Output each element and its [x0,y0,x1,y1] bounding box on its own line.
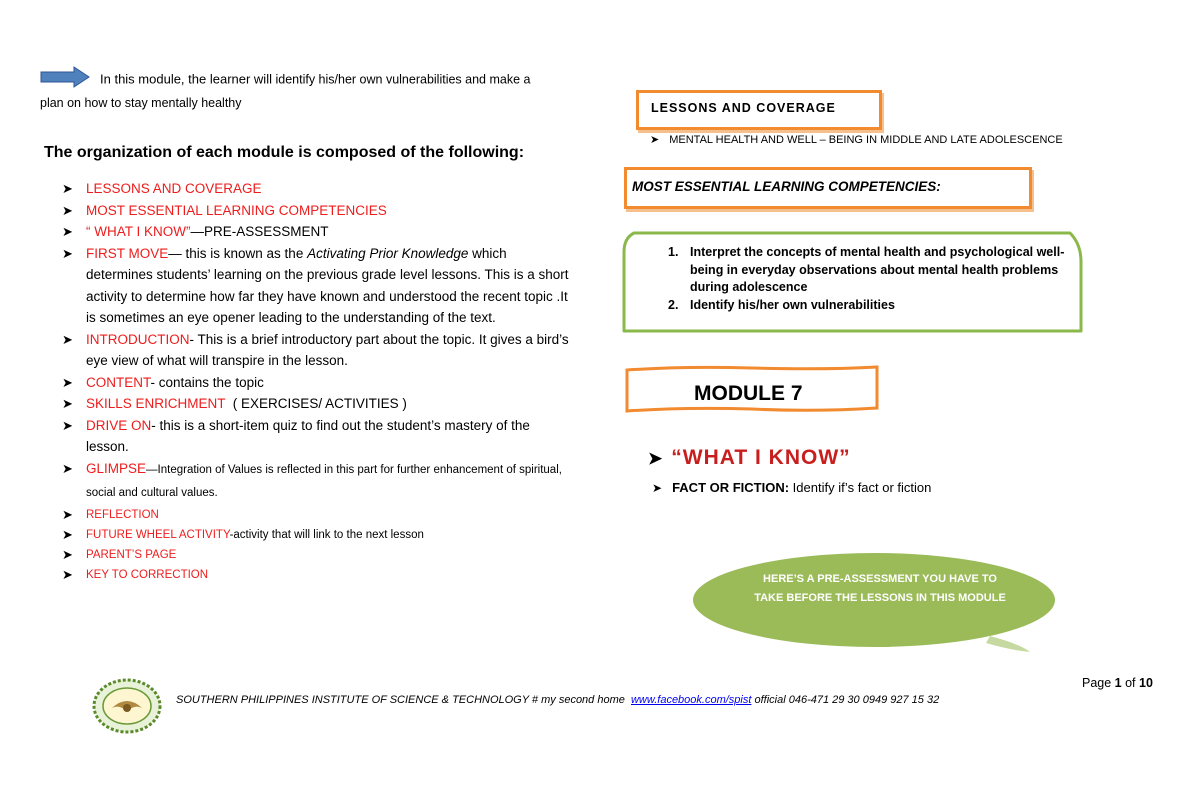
arrow-bullet-icon: ➤ [62,374,73,390]
list-item [62,415,572,458]
arrow-bullet-icon: ➤ [62,396,73,411]
item-text: -activity that will link to the next lesson [229,528,424,541]
item-text: ( EXERCISES/ ACTIVITIES ) [225,396,407,411]
lessons-coverage-title: LESSONS AND COVERAGE [651,101,836,115]
item-label: KEY TO CORRECTION [86,568,209,581]
arrow-bullet-icon: ➤ [652,481,663,495]
arrow-bullet-icon: ➤ [62,526,73,542]
melc-title: MOST ESSENTIAL LEARNING COMPETENCIES: [632,179,941,194]
list-item [62,458,572,505]
item-text: — this is known as the [168,245,308,261]
item-label: FIRST MOVE [86,245,169,261]
item-text: - contains the topic [150,374,264,390]
item-label: GLIMPSE [86,460,147,476]
arrow-bullet-icon: ➤ [648,449,664,468]
list-item [62,525,572,545]
right-arrow-icon [40,66,90,94]
page-number [1082,676,1153,690]
item-text: —PRE-ASSESSMENT [190,224,329,239]
page-prefix: Page [1082,676,1115,690]
item-text: —Integration of Values is reflected in this part for further enhancement of spiritual, social and cultural values. [86,463,562,499]
list-item [62,372,572,394]
fact-or-fiction-instruction [652,480,931,495]
list-item [62,329,572,372]
item-text: Identify his/her own vulnerabilities [690,297,895,312]
footer-text [176,694,939,706]
list-item [62,178,572,200]
intro-rest: identify his/her own vulnerabilities and make a [275,72,531,87]
footer-institute: SOUTHERN PHILIPPINES INSTITUTE OF SCIENCE & TECHNOLOGY # my second home [176,694,631,706]
arrow-bullet-icon: ➤ [62,224,73,239]
item-label: SKILLS ENRICHMENT [86,396,226,411]
facebook-link[interactable]: www.facebook.com/spist [630,694,752,706]
arrow-bullet-icon: ➤ [62,202,73,218]
item-text-2: which determines students’ learning on the previous grade level lessons. This is a short activity to determine how far they have known and understood the recent topic .It is sometimes an eye opener leading to the understanding of the text. [86,245,569,325]
page-total: 10 [1139,676,1153,690]
lessons-item-text: MENTAL HEALTH AND WELL – BEING IN MIDDLE AND LATE ADOLESCENCE [669,134,1063,146]
school-seal-logo [92,678,162,734]
list-item [62,393,572,415]
list-item [62,200,572,222]
list-item [62,565,572,585]
list-item [668,244,1068,297]
arrow-bullet-icon: ➤ [62,331,73,347]
item-number: 2. [668,297,679,312]
callout-text: HERE’S A PRE-ASSESSMENT YOU HAVE TO TAKE BEFORE THE LESSONS IN THIS MODULE [754,573,1006,604]
page-of: of [1121,676,1139,690]
organization-list [62,178,572,585]
organization-heading: The organization of each module is composed of the following: [44,144,525,161]
what-i-know-title: “WHAT I KNOW” [671,446,851,469]
item-label: MOST ESSENTIAL LEARNING COMPETENCIES [86,202,387,218]
item-emphasis: Activating Prior Knowledge [307,245,469,261]
footer-contact: official 046-471 29 30 0949 927 15 32 [751,694,940,706]
list-item [62,505,572,525]
intro-lead: In this module, the learner will [100,71,272,87]
item-label: DRIVE ON [86,417,152,433]
arrow-bullet-icon: ➤ [62,506,73,522]
module-title: MODULE 7 [694,382,803,405]
arrow-bullet-icon: ➤ [650,134,660,146]
item-label: REFLECTION [86,508,159,521]
list-item [62,545,572,565]
list-item [62,221,572,243]
arrow-bullet-icon: ➤ [62,245,73,261]
arrow-bullet-icon: ➤ [62,546,73,562]
item-label: FUTURE WHEEL ACTIVITY [86,528,230,541]
page-current: 1 [1114,676,1122,690]
item-label: INTRODUCTION [86,331,190,347]
what-i-know-heading [648,446,851,470]
list-item [62,243,572,329]
item-text: - This is a brief introductory part about the topic. It gives a bird’s eye view of what will transpire in the lesson. [86,331,569,368]
item-text: Interpret the concepts of mental health and psychological well-being in everyday observations about mental health problems during adolescence [690,245,1065,294]
arrow-bullet-icon: ➤ [62,566,73,582]
item-text: - this is a short-item quiz to find out the student’s mastery of the lesson. [86,417,530,454]
item-label: LESSONS AND COVERAGE [86,181,262,196]
competencies-list [668,244,1068,314]
intro-line2: plan on how to stay mentally healthy [40,96,242,110]
module-intro [40,66,580,113]
instruction-label: FACT OR FICTION: [672,480,790,495]
item-number: 1. [668,245,679,259]
item-label: CONTENT [86,374,151,390]
lessons-coverage-item [650,133,1063,146]
arrow-bullet-icon: ➤ [62,181,73,196]
item-label: PARENT’S PAGE [86,548,177,561]
list-item [668,297,1068,315]
item-label: “ WHAT I KNOW” [86,224,191,239]
arrow-bullet-icon: ➤ [62,460,73,476]
instruction-text: Identify if’s fact or fiction [789,480,932,495]
arrow-bullet-icon: ➤ [62,417,73,433]
